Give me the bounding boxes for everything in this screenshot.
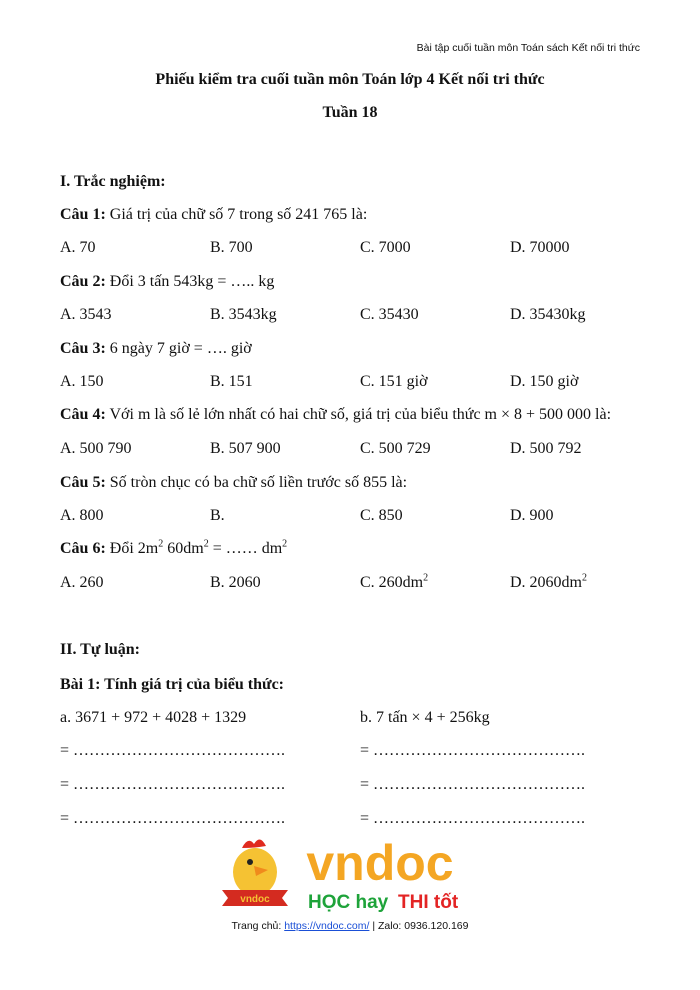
option: D. 70000 [510,239,570,256]
question-6: Câu 6: Đổi $2m^2$ $60dm^2$ = …… $dm^2$ [60,538,288,557]
option: B. 151 [210,373,253,390]
option: B. 3543kg [210,306,277,323]
option: A. 70 [60,239,96,256]
page-title: Phiếu kiểm tra cuối tuần môn Toán lớp 4 Kết nối tri thức [155,71,545,88]
section-heading: II. Tự luận: [60,641,141,658]
option: D. 35430kg [510,306,586,323]
option: C. 500 729 [360,440,431,457]
question-3: Câu 3: 6 ngày 7 giờ = …. giờ [60,340,252,357]
homepage-link[interactable]: https://vndoc.com/ [284,920,370,932]
page-subtitle: Tuần 18 [322,104,378,121]
option: D. 500 792 [510,440,582,457]
answer-blank: = …………………………………. [60,742,286,759]
question-1: Câu 1: Giá trị của chữ số 7 trong số 241 765 là: [60,206,368,223]
option: A. 260 [60,574,104,591]
option: B. [210,507,225,524]
running-header: Bài tập cuối tuần môn Toán sách Kết nối tri thức [416,42,640,54]
option: A. 800 [60,507,104,524]
answer-blank: = …………………………………. [360,742,586,759]
answer-blank: = …………………………………. [60,810,286,827]
option: D. 900 [510,507,554,524]
expression-b: b. 7 tấn × 4 + 256kg [360,709,490,726]
answer-blank: = …………………………………. [360,810,586,827]
section-heading: I. Trắc nghiệm: [60,173,166,190]
watermark-slogan-a: HỌC hay [308,892,389,913]
option: B. 507 900 [210,440,281,457]
option: D. 150 giờ [510,373,579,390]
option: B. 2060 [210,574,261,591]
watermark-ribbon-text: vndoc [240,894,270,905]
option: D. $2060dm^2$ [510,572,587,591]
exercise-heading: Bài 1: Tính giá trị của biểu thức: [60,676,284,693]
question-2: Câu 2: Đổi 3 tấn 543kg = ….. kg [60,273,275,290]
question-4: Câu 4: Với m là số lẻ lớn nhất có hai chữ số, giá trị của biểu thức m × 8 + 500 000 là: [60,406,612,423]
option: C. 151 giờ [360,373,428,390]
answer-blank: = …………………………………. [360,776,586,793]
option: A. 150 [60,373,104,390]
option: B. 700 [210,239,253,256]
expression-a: a. 3671 + 972 + 4028 + 1329 [60,709,247,726]
vndoc-watermark-logo [220,838,480,914]
question-5: Câu 5: Số tròn chục có ba chữ số liền trước số 855 là: [60,474,408,491]
option: A. 3543 [60,306,112,323]
option: C. $260dm^2$ [360,572,429,591]
option: A. 500 790 [60,440,132,457]
page-footer: Trang chủ: https://vndoc.com/ | Zalo: 0936.120.169 [231,920,469,932]
option: C. 7000 [360,239,411,256]
option: C. 35430 [360,306,419,323]
answer-blank: = …………………………………. [60,776,286,793]
option: C. 850 [360,507,403,524]
watermark-brand: vndoc [306,838,454,891]
watermark-slogan-b: THI tốt [398,892,459,913]
